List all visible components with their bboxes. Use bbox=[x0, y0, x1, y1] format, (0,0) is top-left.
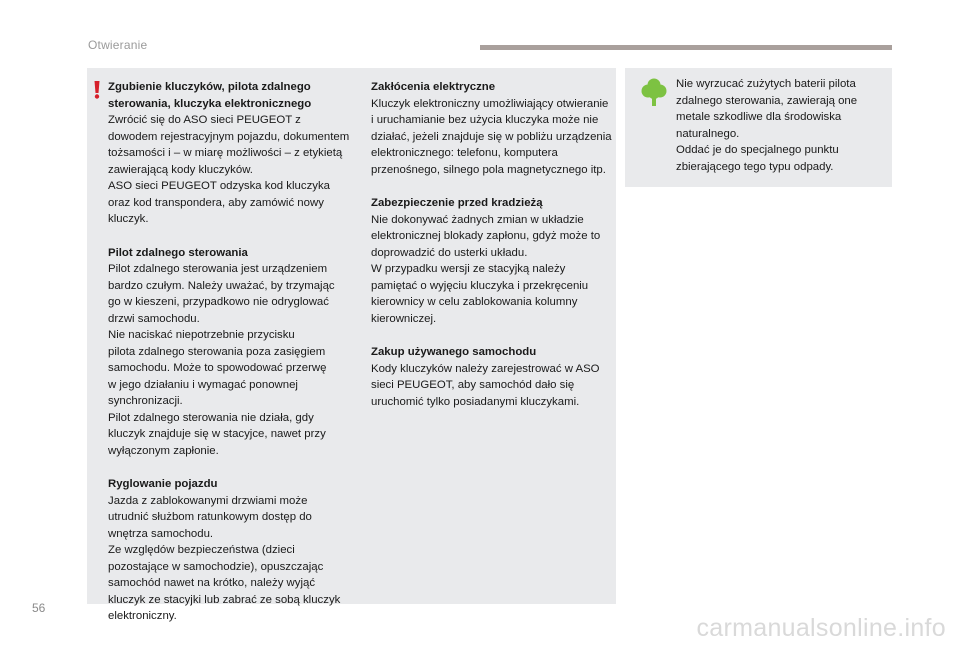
body-text-line: tożsamości i – w miarę możliwości – z etykietą bbox=[108, 147, 343, 159]
text-section bbox=[108, 245, 358, 460]
body-text-line: Pilot zdalnego sterowania jest urządzeniem bbox=[108, 263, 328, 275]
body-text-line: kluczyk znajduje się w stacyjce, nawet przy bbox=[108, 428, 326, 440]
text-section bbox=[108, 79, 358, 228]
body-text-line: kierowniczej. bbox=[371, 312, 437, 325]
body-text-line: bardzo czułym. Należy uważać, by trzymając bbox=[108, 279, 335, 292]
body-text-line: elektronicznego: telefonu, komputera bbox=[371, 147, 558, 159]
body-text-line: Oddać je do specjalnego punktu bbox=[676, 144, 839, 156]
body-text-line: kierownicy w celu zablokowania kolumny bbox=[371, 296, 578, 308]
section-heading: Ryglowanie pojazdu bbox=[108, 478, 218, 490]
body-text-line: wnętrza samochodu. bbox=[108, 527, 214, 540]
body-text-line: w jego działaniu i wymagać ponownej bbox=[108, 378, 298, 391]
body-text-line: przenośnego, silnego pola magnetycznego itp. bbox=[371, 163, 606, 176]
body-text-line: samochód nawet na krótko, należy wyjąć bbox=[108, 577, 316, 589]
body-text-line: zawierającą kody kluczyków. bbox=[108, 163, 253, 176]
body-text-line: kluczyk ze stacyjki lub zabrać ze sobą kluczyk bbox=[108, 593, 341, 606]
body-text-line: ASO sieci PEUGEOT odzyska kod kluczyka bbox=[108, 180, 330, 192]
section-title: Otwieranie bbox=[88, 38, 148, 52]
section-heading: Pilot zdalnego sterowania bbox=[108, 246, 248, 259]
text-section bbox=[108, 476, 358, 625]
body-text-line: metale szkodliwe dla środowiska bbox=[676, 111, 842, 123]
body-text-line: Zwrócić się do ASO sieci PEUGEOT z bbox=[108, 114, 301, 126]
body-text-line: Kluczyk elektroniczny umożliwiający otwieranie bbox=[371, 97, 609, 110]
text-section bbox=[371, 79, 616, 178]
body-text-line: zdalnego sterowania, zawierają one bbox=[676, 94, 858, 107]
body-text-line: doprowadzić do usterki układu. bbox=[371, 246, 528, 259]
body-text-line: samochodu. Może to spowodować przerwę bbox=[108, 362, 327, 374]
section-heading: Zgubienie kluczyków, pilota zdalnego bbox=[108, 81, 311, 93]
body-text-line: Nie wyrzucać zużytych baterii pilota bbox=[676, 78, 856, 90]
body-text-line: utrudnić służbom ratunkowym dostęp do bbox=[108, 511, 312, 523]
section-heading: Zabezpieczenie przed kradzieżą bbox=[371, 197, 543, 209]
page-number: 56 bbox=[32, 601, 46, 615]
tree-icon bbox=[641, 78, 667, 106]
body-text-line: kluczyk. bbox=[108, 213, 149, 225]
body-text-line: Nie dokonywać żadnych zmian w układzie bbox=[371, 213, 584, 226]
exclamation-icon bbox=[92, 81, 102, 99]
watermark: carmanualsonline.info bbox=[696, 614, 946, 642]
body-text-line: i uruchamianie bez użycia kluczyka może nie bbox=[371, 114, 599, 126]
body-text-line: Kody kluczyków należy zarejestrować w ASO bbox=[371, 362, 600, 375]
body-text-line: pamiętać o wyjęciu kluczyka i przekręceniu bbox=[371, 279, 589, 292]
body-text-line: wyłączonym zapłonie. bbox=[108, 444, 219, 457]
body-text-line: Ze względów bezpieczeństwa (dzieci bbox=[108, 544, 295, 556]
body-text-line: oraz kod transpondera, aby zamówić nowy bbox=[108, 196, 324, 209]
header-bar bbox=[480, 45, 892, 50]
body-text-line: drzwi samochodu. bbox=[108, 312, 200, 325]
environment-text bbox=[676, 76, 881, 175]
body-text-line: synchronizacji. bbox=[108, 395, 183, 407]
text-section bbox=[371, 344, 616, 410]
body-text-line: dowodem rejestracyjnym pojazdu, dokumentem bbox=[108, 130, 350, 143]
section-heading: Zakłócenia elektryczne bbox=[371, 81, 496, 93]
body-text-line: zbierającego tego typu odpady. bbox=[676, 160, 834, 173]
warning-column-1 bbox=[108, 79, 358, 642]
body-text-line: uruchomić tylko posiadanymi kluczykami. bbox=[371, 395, 580, 408]
body-text-line: naturalnego. bbox=[676, 127, 740, 140]
body-text-line: Nie naciskać niepotrzebnie przycisku bbox=[108, 329, 295, 341]
body-text-line: sieci PEUGEOT, aby samochód dało się bbox=[371, 379, 575, 391]
body-text-line: pilota zdalnego sterowania poza zasięgiem bbox=[108, 345, 326, 358]
body-text-line: Pilot zdalnego sterowania nie działa, gdy bbox=[108, 411, 314, 424]
body-text-line: działać, jeżeli znajduje się w pobliżu urządzenia bbox=[371, 130, 612, 143]
section-heading: Zakup używanego samochodu bbox=[371, 346, 537, 358]
section-heading: sterowania, kluczyka elektronicznego bbox=[108, 97, 312, 110]
body-text-line: W przypadku wersji ze stacyjką należy bbox=[371, 263, 566, 275]
body-text-line: pozostające w samochodzie), opuszczając bbox=[108, 560, 324, 573]
body-text-line: elektronicznej blokady zapłonu, gdyż może to bbox=[371, 230, 601, 242]
body-text-line: go w kieszeni, przypadkowo nie odryglować bbox=[108, 296, 329, 308]
body-text-line: elektroniczny. bbox=[108, 610, 177, 622]
warning-column-2 bbox=[371, 79, 616, 427]
body-text-line: Jazda z zablokowanymi drzwiami może bbox=[108, 494, 308, 507]
text-section bbox=[371, 195, 616, 327]
